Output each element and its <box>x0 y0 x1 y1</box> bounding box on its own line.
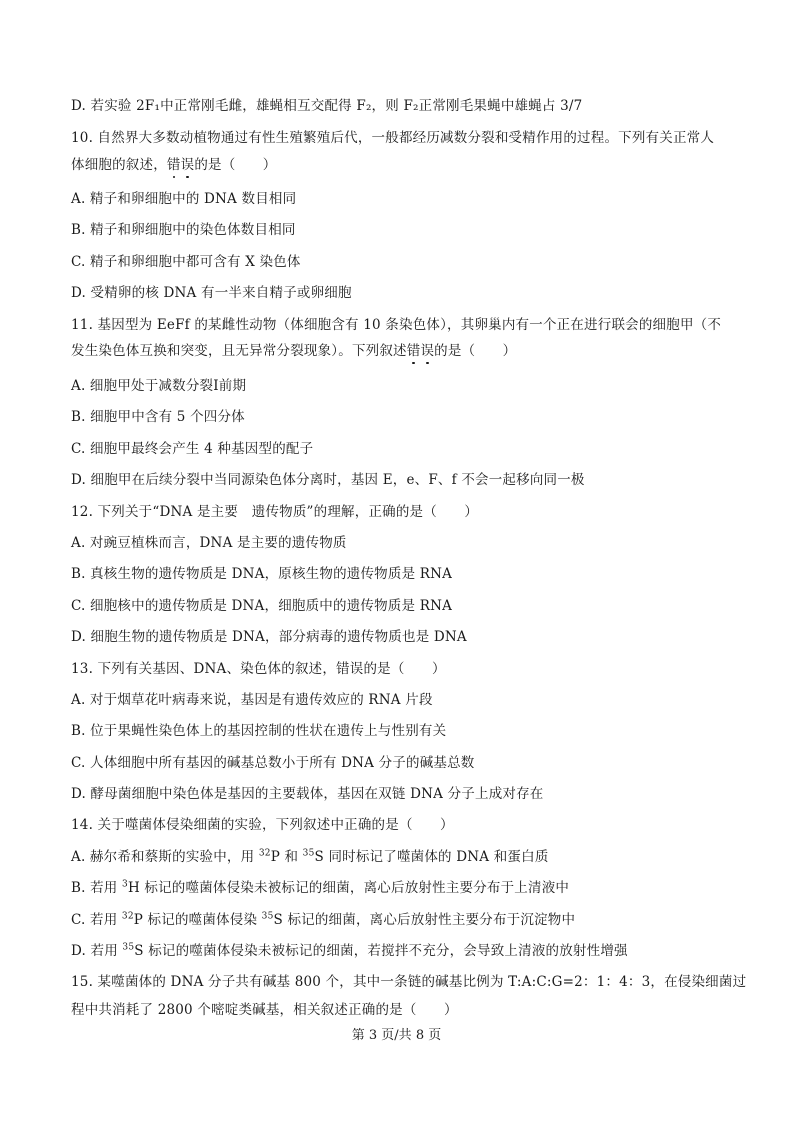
emphasis-char: 错 <box>166 157 181 173</box>
q15-stem-line1: 15. 某噬菌体的 DNA 分子共有碱基 800 个，其中一条链的碱基比例为 T:A:C:G=2：1：4：3，在侵染细菌过 <box>71 974 747 990</box>
isotope-mass: 35 <box>261 911 274 922</box>
q14a-text: S 同时标记了噬菌体的 DNA 和蛋白质 <box>314 849 549 865</box>
q14c-text: C. 若用 <box>71 912 122 928</box>
q11-stem-line1: 11. 基因型为 EeFf 的某雌性动物（体细胞含有 10 条染色体），其卵巢内有一个正在进行联会的细胞甲（不 <box>71 317 722 333</box>
q14d-text: S 标记的噬菌体侵染未被标记的细菌，若搅拌不充分，会导致上清液的放射性增强 <box>134 943 628 959</box>
q13-option-b: B. 位于果蝇性染色体上的基因控制的性状在遗传上与性别有关 <box>71 723 447 739</box>
q14c-text: P 标记的噬菌体侵染 <box>133 912 262 928</box>
q14a-text: P 和 <box>270 849 303 865</box>
q10-stem-text: 体细胞的叙述， <box>71 157 167 173</box>
q12-option-c: C. 细胞核中的遗传物质是 DNA，细胞质中的遗传物质是 RNA <box>71 598 453 614</box>
q9-option-d: D. 若实验 2F₁中正常刚毛雌，雄蝇相互交配得 F₂，则 F₂正常刚毛果蝇中雄蝇占 3/7 <box>71 98 583 114</box>
q12-option-d: D. 细胞生物的遗传物质是 DNA，部分病毒的遗传物质也是 DNA <box>71 629 467 645</box>
q13-option-c: C. 人体细胞中所有基因的碱基总数小于所有 DNA 分子的碱基总数 <box>71 755 475 771</box>
q12-option-a: A. 对豌豆植株而言，DNA 是主要的遗传物质 <box>71 535 347 551</box>
q14-option-a <box>71 848 726 866</box>
emphasis-char: 误 <box>420 343 435 359</box>
q13-option-d: D. 酵母菌细胞中染色体是基因的主要载体，基因在双链 DNA 分子上成对存在 <box>71 786 544 802</box>
q11-stem-text: 的是（ ） <box>434 343 517 359</box>
isotope-mass: 35 <box>302 848 315 859</box>
q14-option-d <box>71 942 726 960</box>
q10-option-a: A. 精子和卵细胞中的 DNA 数目相同 <box>71 191 297 207</box>
emphasis-char: 错 <box>406 343 421 359</box>
q14d-text: D. 若用 <box>71 943 123 959</box>
q10-stem-line2 <box>71 156 726 174</box>
q10-option-d: D. 受精卵的核 DNA 有一半来自精子或卵细胞 <box>71 285 352 301</box>
isotope-mass: 35 <box>122 942 135 953</box>
emphasis-char: 误 <box>180 157 195 173</box>
q11-option-a: A. 细胞甲处于减数分裂Ⅰ前期 <box>71 378 247 394</box>
q13-option-a: A. 对于烟草花叶病毒来说，基因是有遗传效应的 RNA 片段 <box>71 692 433 708</box>
q11-stem-line2 <box>71 342 726 360</box>
q14a-text: A. 赫尔希和蔡斯的实验中，用 <box>71 849 259 865</box>
q11-option-d: D. 细胞甲在后续分裂中当同源染色体分离时，基因 E，e、F、f 不会一起移向同一极 <box>71 472 585 488</box>
q10-option-b: B. 精子和卵细胞中的染色体数目相同 <box>71 222 296 238</box>
q10-stem-line1: 10. 自然界大多数动植物通过有性生殖繁殖后代，一般都经历减数分裂和受精作用的过程。下列有关正常人 <box>71 130 715 146</box>
q14b-text: H 标记的噬菌体侵染未被标记的细菌，离心后放射性主要分布于上清液中 <box>127 880 570 896</box>
isotope-mass: 32 <box>121 911 134 922</box>
q13-stem: 13. 下列有关基因、DNA、染色体的叙述，错误的是（ ） <box>71 661 446 677</box>
q10-option-c: C. 精子和卵细胞中都可含有 X 染色体 <box>71 254 301 270</box>
q12-option-b: B. 真核生物的遗传物质是 DNA，原核生物的遗传物质是 RNA <box>71 566 453 582</box>
q14-stem: 14. 关于噬菌体侵染细菌的实验，下列叙述中正确的是（ ） <box>71 817 454 833</box>
q15-stem-line2: 程中共消耗了 2800 个嘧啶类碱基，相关叙述正确的是（ ） <box>71 1002 458 1018</box>
isotope-mass: 3 <box>122 879 128 890</box>
q11-stem-text: 发生染色体互换和突变，且无异常分裂现象）。下列叙述 <box>71 343 407 359</box>
page-footer: 第 3 页/共 8 页 <box>351 1028 442 1043</box>
q14b-text: B. 若用 <box>71 880 122 896</box>
q14-option-c <box>71 911 726 929</box>
q11-option-c: C. 细胞甲最终会产生 4 种基因型的配子 <box>71 441 314 457</box>
q12-stem: 12. 下列关于“DNA 是主要 遗传物质”的理解，正确的是（ ） <box>71 504 479 520</box>
q11-option-b: B. 细胞甲中含有 5 个四分体 <box>71 409 245 425</box>
q14c-text: S 标记的细菌，离心后放射性主要分布于沉淀物中 <box>273 912 576 928</box>
q10-stem-text: 的是（ ） <box>194 157 277 173</box>
q14-option-b <box>71 879 726 897</box>
isotope-mass: 32 <box>258 848 271 859</box>
